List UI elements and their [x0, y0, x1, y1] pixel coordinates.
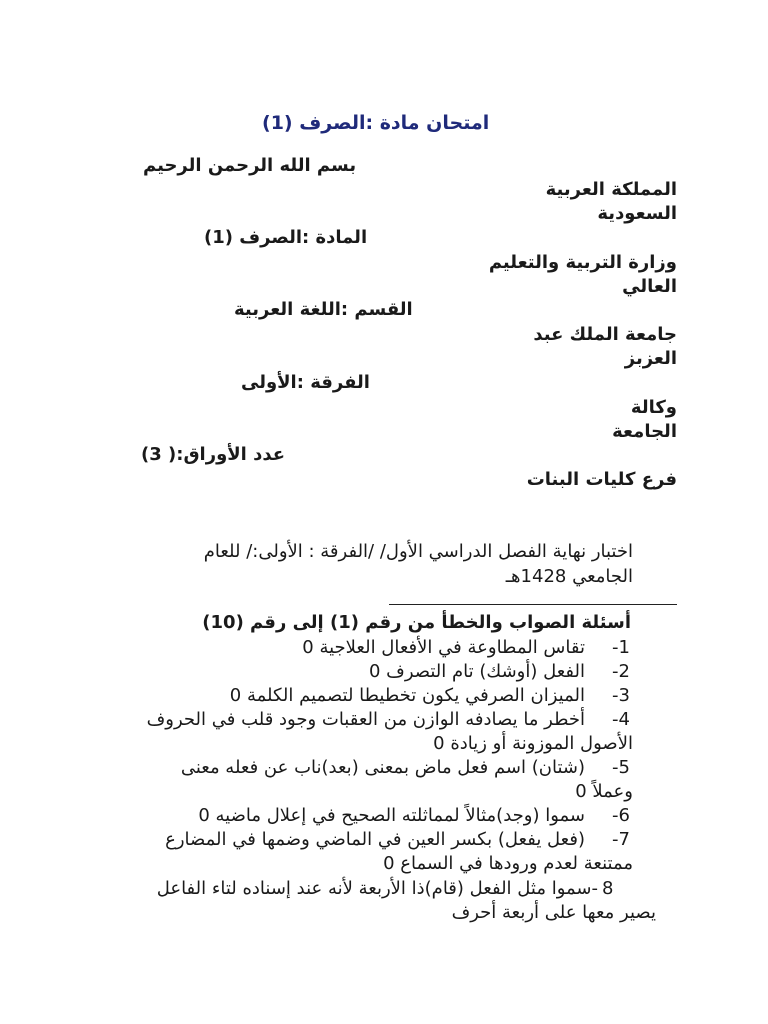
question-text: الميزان الصرفي يكون تخطيطا لتصميم الكلمة 0 — [229, 685, 585, 706]
subject: المادة :الصرف (1) — [204, 227, 368, 248]
question-text: (شتان) اسم فعل ماض بمعنى (بعد)ناب عن فعله معنى — [180, 757, 585, 778]
question-number: -1 — [612, 637, 630, 658]
ministry-line-2: العالي — [622, 276, 677, 297]
department: القسم :اللغة العربية — [234, 299, 413, 320]
question-text-continued: الأصول الموزونة أو زيادة 0 — [433, 733, 633, 754]
kingdom-line-1: المملكة العربية — [545, 179, 677, 200]
question-text-continued: ممتنعة لعدم ورودها في السماع 0 — [383, 853, 633, 874]
section-heading: أسئلة الصواب والخطأ من رقم (1) إلى رقم (10) — [202, 612, 631, 633]
question-text: (فعل يفعل) بكسر العين في الماضي وضمها في المضارع — [165, 829, 585, 850]
question-number: -7 — [612, 829, 630, 850]
exam-title: امتحان مادة :الصرف (1) — [262, 112, 490, 134]
agency-line-2: الجامعة — [612, 421, 677, 442]
exam-info-line-2: الجامعي 1428هـ — [505, 566, 633, 587]
kingdom-line-2: السعودية — [597, 203, 677, 224]
exam-info-line-1: اختبار نهاية الفصل الدراسي الأول/ /الفرقة : الأولى:/ للعام — [203, 541, 633, 562]
question-text-continued: يصير معها على أربعة أحرف — [451, 902, 656, 923]
question-text: الفعل (أوشك) تام التصرف 0 — [369, 661, 585, 682]
university-line-1: جامعة الملك عبد — [533, 324, 677, 345]
question-number: -2 — [612, 661, 630, 682]
question-number: -6 — [612, 805, 630, 826]
question-text: أخطر ما يصادفه الوازن من العقبات وجود قلب في الحروف — [146, 709, 585, 730]
divider-line — [389, 604, 677, 605]
question-text: تقاس المطاوعة في الأفعال العلاجية 0 — [302, 637, 585, 658]
question-text: سموا (وجد)مثالاً لمماثلته الصحيح في إعلال ماضيه 0 — [198, 805, 585, 826]
question-number: -4 — [612, 709, 630, 730]
branch: فرع كليات البنات — [526, 469, 677, 490]
basmala: بسم الله الرحمن الرحيم — [143, 155, 357, 176]
question-text-continued: وعملاً 0 — [575, 781, 633, 802]
question-number: -5 — [612, 757, 630, 778]
ministry-line-1: وزارة التربية والتعليم — [488, 252, 677, 273]
university-line-2: العزبز — [624, 348, 677, 369]
level: الفرقة :الأولى — [241, 372, 370, 393]
question-number: 8 — [602, 878, 614, 899]
question-text: -سموا مثل الفعل (قام)ذا الأربعة لأنه عند إسناده لتاء الفاعل — [156, 878, 598, 899]
agency-line-1: وكالة — [630, 397, 677, 418]
question-number: -3 — [612, 685, 630, 706]
sheets-count: عدد الأوراق:( 3) — [141, 444, 286, 465]
